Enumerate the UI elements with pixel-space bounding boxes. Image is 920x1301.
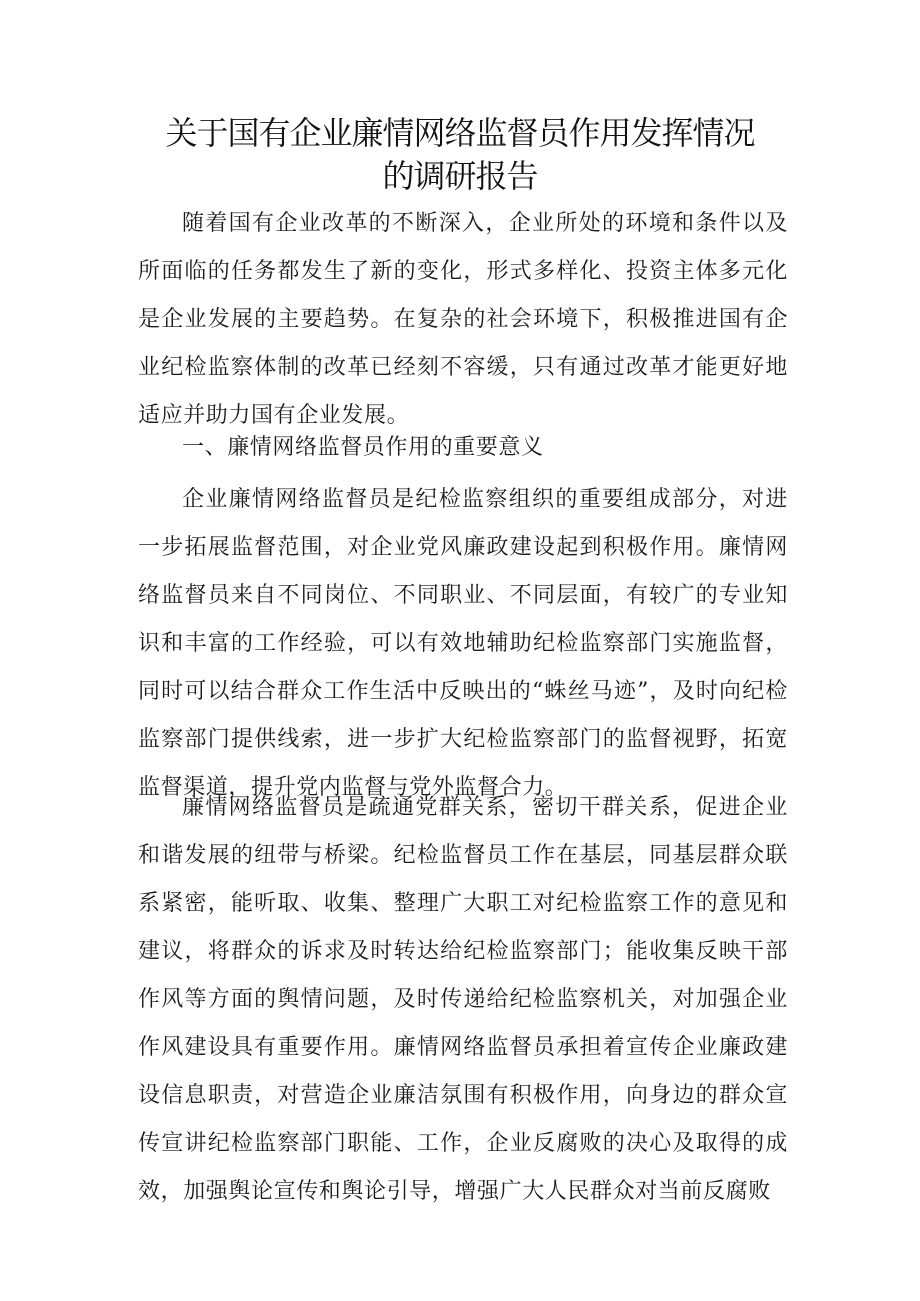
body-paragraph-1: 企业廉情网络监督员是纪检监察组织的重要组成部分，对进一步拓展监督范围，对企业党风廉政建设起到积极作用。廉情网络监督员来自不同岗位、不同职业、不同层面，有较广的专业知识和丰富的工作经验，可以有效地辅助纪检监察部门实施监督，同时可以结合群众工作生活中反映出的“蛛丝马迹”，及时向纪检监察部门提供线索，进一步扩大纪检监察部门的监督视野，拓宽监督渠道，提升党内监督与党外监督合力。 — [138, 487, 788, 800]
document-title-line-2: 的调研报告 — [382, 157, 538, 195]
document-title-line-1: 关于国有企业廉情网络监督员作用发挥情况 — [165, 114, 755, 152]
section-heading-1: 一、廉情网络监督员作用的重要意义 — [182, 435, 544, 460]
body-paragraph-2: 廉情网络监督员是疏通党群关系，密切干群关系，促进企业和谐发展的纽带与桥梁。纪检监督员工作在基层，同基层群众联系紧密，能听取、收集、整理广大职工对纪检监察工作的意见和建议，将群众的诉求及时转达给纪检监察部门；能收集反映干部作风等方面的舆情问题，及时传递给纪检监察机关，对加强企业作风建设具有重要作用。廉情网络监督员承担着宣传企业廉政建设信息职责，对营造企业廉洁氛围有积极作用，向身边的群众宣传宣讲纪检监察部门职能、工作，企业反腐败的决心及取得的成效，加强舆论宣传和舆论引导，增强广大人民群众对当前反腐败 — [138, 795, 788, 1204]
intro-paragraph: 随着国有企业改革的不断深入，企业所处的环境和条件以及所面临的任务都发生了新的变化，形式多样化、投资主体多元化是企业发展的主要趋势。在复杂的社会环境下，积极推进国有企业纪检监察体制的改革已经刻不容缓，只有通过改革才能更好地适应并助力国有企业发展。 — [138, 211, 788, 428]
